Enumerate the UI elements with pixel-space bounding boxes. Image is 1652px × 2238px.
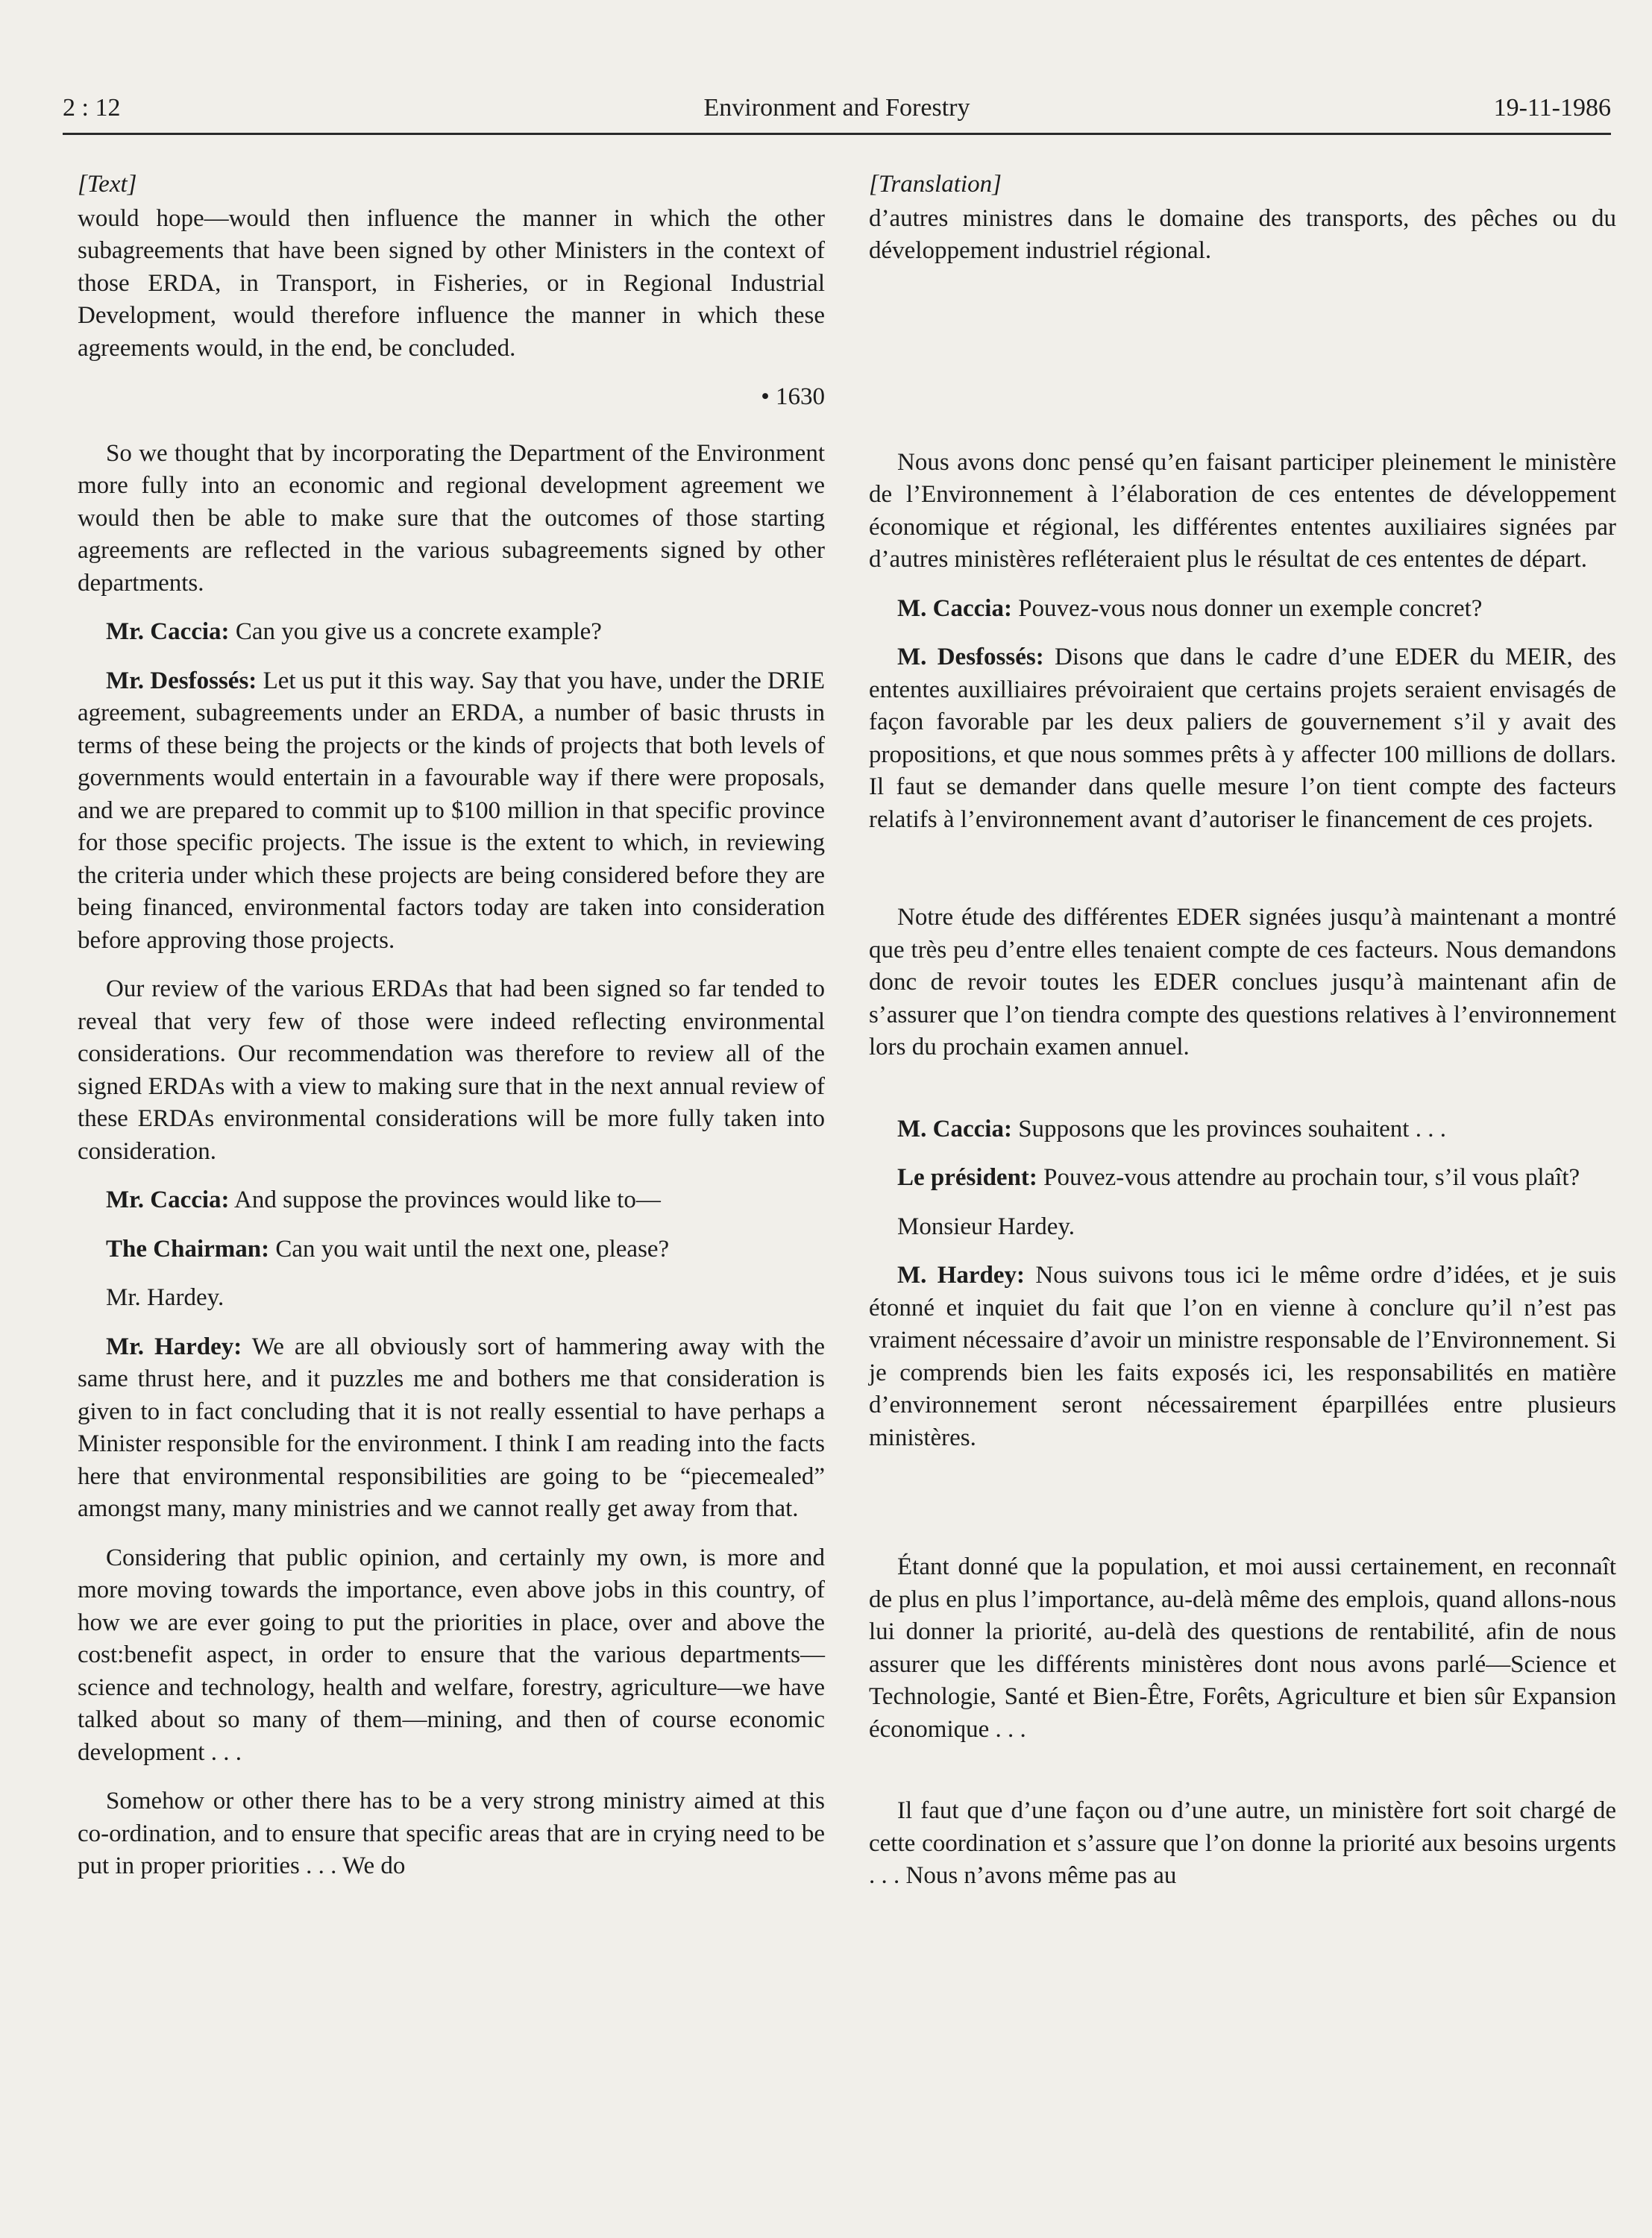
speaker-paragraph — [78, 1233, 825, 1266]
speech-text: Disons que dans le cadre d’une EDER du MEIR, des ententes auxilliaires prévoiraient que certains projets seraient envisagés de façon favorable par les deux paliers de gouvernement s’il y avait des propositions, et que nous sommes prêts à y affecter 100 millions de dollars. Il faut se demander dans quelle mesure l’on tient compte des facteurs relatifs à l’environnement avant d’autoriser le financement de ces projets. — [869, 644, 1616, 833]
paragraph: So we thought that by incorporating the Department of the Environment more fully into an economic and regional development agreement we would then be able to make sure that the outcomes of those starting agreements are reflected in the various subagreements signed by other departments. — [78, 439, 825, 597]
paragraph: d’autres ministres dans le domaine des transports, des pêches ou du développement industriel régional. — [869, 204, 1616, 264]
speaker-name: Mr. Hardey: — [106, 1333, 242, 1360]
speaker-paragraph — [869, 593, 1616, 626]
speaker-name: M. Caccia: — [897, 1115, 1012, 1142]
page-number: 2 : 12 — [63, 94, 121, 122]
spacer — [869, 852, 1616, 902]
speech-text: Supposons que les provinces souhaitent . . . — [1011, 1115, 1446, 1142]
speaker-paragraph — [869, 1260, 1616, 1454]
paragraph: Monsieur Hardey. — [897, 1213, 1075, 1240]
paragraph: Nous avons donc pensé qu’en faisant participer pleinement le ministère de l’Environnement à l’élaboration de ces ententes de développement économique et régional, les différentes ententes auxiliaires signées par d’autres ministères refléteraient plus le résultat de ces ententes de départ. — [869, 448, 1616, 573]
page-header — [63, 89, 1611, 135]
time-marker: • 1630 — [761, 383, 825, 410]
language-label: [Text] — [78, 171, 137, 198]
paragraph: Our review of the various ERDAs that had been signed so far tended to reveal that very few of those were indeed reflecting environmental considerations. Our recommendation was therefore to review all of the signed ERDAs with a view to making sure that in the next annual review of these ERDAs environmental considerations will be more fully taken into consideration. — [78, 975, 825, 1165]
paragraph: Étant donné que la population, et moi aussi certainement, en reconnaît de plus en plus l’importance, au-delà même des emplois, quand allons-nous lui donner la priorité, au-delà des questions de rentabilité, afin de nous assurer que les différents ministères dont nous avons parlé—Science et Technologie, Santé et Bien-Être, Forêts, Agriculture et bien sûr Expansion économique . . . — [869, 1553, 1616, 1743]
speaker-paragraph — [78, 1184, 825, 1217]
paragraph: Mr. Hardey. — [106, 1284, 224, 1311]
paragraph: would hope—would then influence the manner in which the other subagreements that have been signed by other Ministers in the context of those ERDA, in Transport, in Fisheries, or in Regional Industrial Development, would therefore influence the manner in which these agreements would, in the end, be concluded. — [78, 204, 825, 362]
speech-text: Nous suivons tous ici le même ordre d’idées, et je suis étonné et inquiet du fait que l’on en vienne à conclure qu’il n’est pas vraiment nécessaire d’avoir un ministre responsable de l’Environnement. Si je comprends bien les faits exposés ici, les responsabilités en matière d’environnement seront nécessairement éparpillées entre plusieurs ministères. — [869, 1262, 1617, 1451]
speaker-name: Mr. Desfossés: — [106, 667, 257, 694]
paragraph: Il faut que d’une façon ou d’une autre, un ministère fort soit chargé de cette coordination et s’assure que l’on donne la priorité aux besoins urgents . . . Nous n’avons même pas au — [869, 1797, 1616, 1889]
speech-text: Pouvez-vous attendre au prochain tour, s’il vous plaît? — [1037, 1164, 1580, 1191]
speaker-name: M. Desfossés: — [897, 644, 1044, 670]
spacer — [869, 284, 1616, 447]
spacer — [869, 1471, 1616, 1551]
speech-text: Let us put it this way. Say that you have, under the DRIE agreement, subagreements under an ERDA, a number of basic thrusts in terms of these being the projects or the kinds of projects that both levels of governments would entertain in a favourable way if there were proposals, and we are prepared to commit up to $100 million in that specific province for those specific projects. The issue is the extent to which, in reviewing the criteria under which these projects are being considered before they are being financed, environmental factors today are taken into consideration before approving those projects. — [78, 667, 825, 954]
speech-text: Pouvez-vous nous donner un exemple concret? — [1011, 594, 1483, 622]
speaker-name: Mr. Caccia: — [106, 618, 230, 645]
paragraph: Considering that public opinion, and certainly my own, is more and more moving towards the importance, even above jobs in this country, of how we are ever going to put the priorities in place, over and above the cost:benefit aspect, in order to ensure that the various departments—science and technology, health and welfare, forestry, agriculture—we have talked about so many of them—mining, and then of course economic development . . . — [78, 1544, 825, 1766]
speaker-name: The Chairman: — [106, 1235, 270, 1263]
spacer — [869, 1081, 1616, 1113]
spacer — [869, 1762, 1616, 1795]
paragraph: Notre étude des différentes EDER signées jusqu’à maintenant a montré que très peu d’entre elles tenaient compte de ces facteurs. Nous demandons donc de revoir toutes les EDER conclues jusqu’à maintenant afin de s’assurer que l’on tiendra compte des questions relatives à l’environnement lors du prochain examen annuel. — [869, 904, 1616, 1060]
english-column — [78, 169, 825, 1899]
speaker-paragraph — [869, 1162, 1616, 1195]
paragraph: Somehow or other there has to be a very strong ministry aimed at this co-ordination, and to ensure that specific areas that are in crying need to be put in proper priorities . . . We do — [78, 1788, 825, 1879]
speaker-paragraph — [78, 665, 825, 958]
running-title: Environment and Forestry — [703, 94, 970, 122]
speaker-paragraph — [78, 1331, 825, 1526]
speech-text: And suppose the provinces would like to— — [229, 1186, 661, 1213]
language-label: [Translation] — [869, 171, 1002, 198]
speech-text: Can you wait until the next one, please? — [269, 1235, 670, 1263]
speaker-paragraph — [869, 1113, 1616, 1146]
speaker-name: Mr. Caccia: — [106, 1186, 230, 1213]
speaker-name: Le président: — [897, 1164, 1037, 1191]
speaker-paragraph — [78, 616, 825, 649]
speaker-name: M. Caccia: — [897, 594, 1012, 622]
page-date: 19-11-1986 — [1493, 94, 1611, 122]
speaker-name: M. Hardey: — [897, 1262, 1026, 1289]
french-column — [869, 169, 1616, 1909]
speech-text: We are all obviously sort of hammering away with the same thrust here, and it puzzles me and bothers me that consideration is given to in fact concluding that it is not really essential to have perhaps a Minister responsible for the environment. I think I am reading into the facts here that environmental responsibilities are going to be “piecemealed” amongst many, many ministries and we cannot really get away from that. — [78, 1333, 826, 1522]
speech-text: Can you give us a concrete example? — [229, 618, 602, 645]
speaker-paragraph — [869, 641, 1616, 836]
